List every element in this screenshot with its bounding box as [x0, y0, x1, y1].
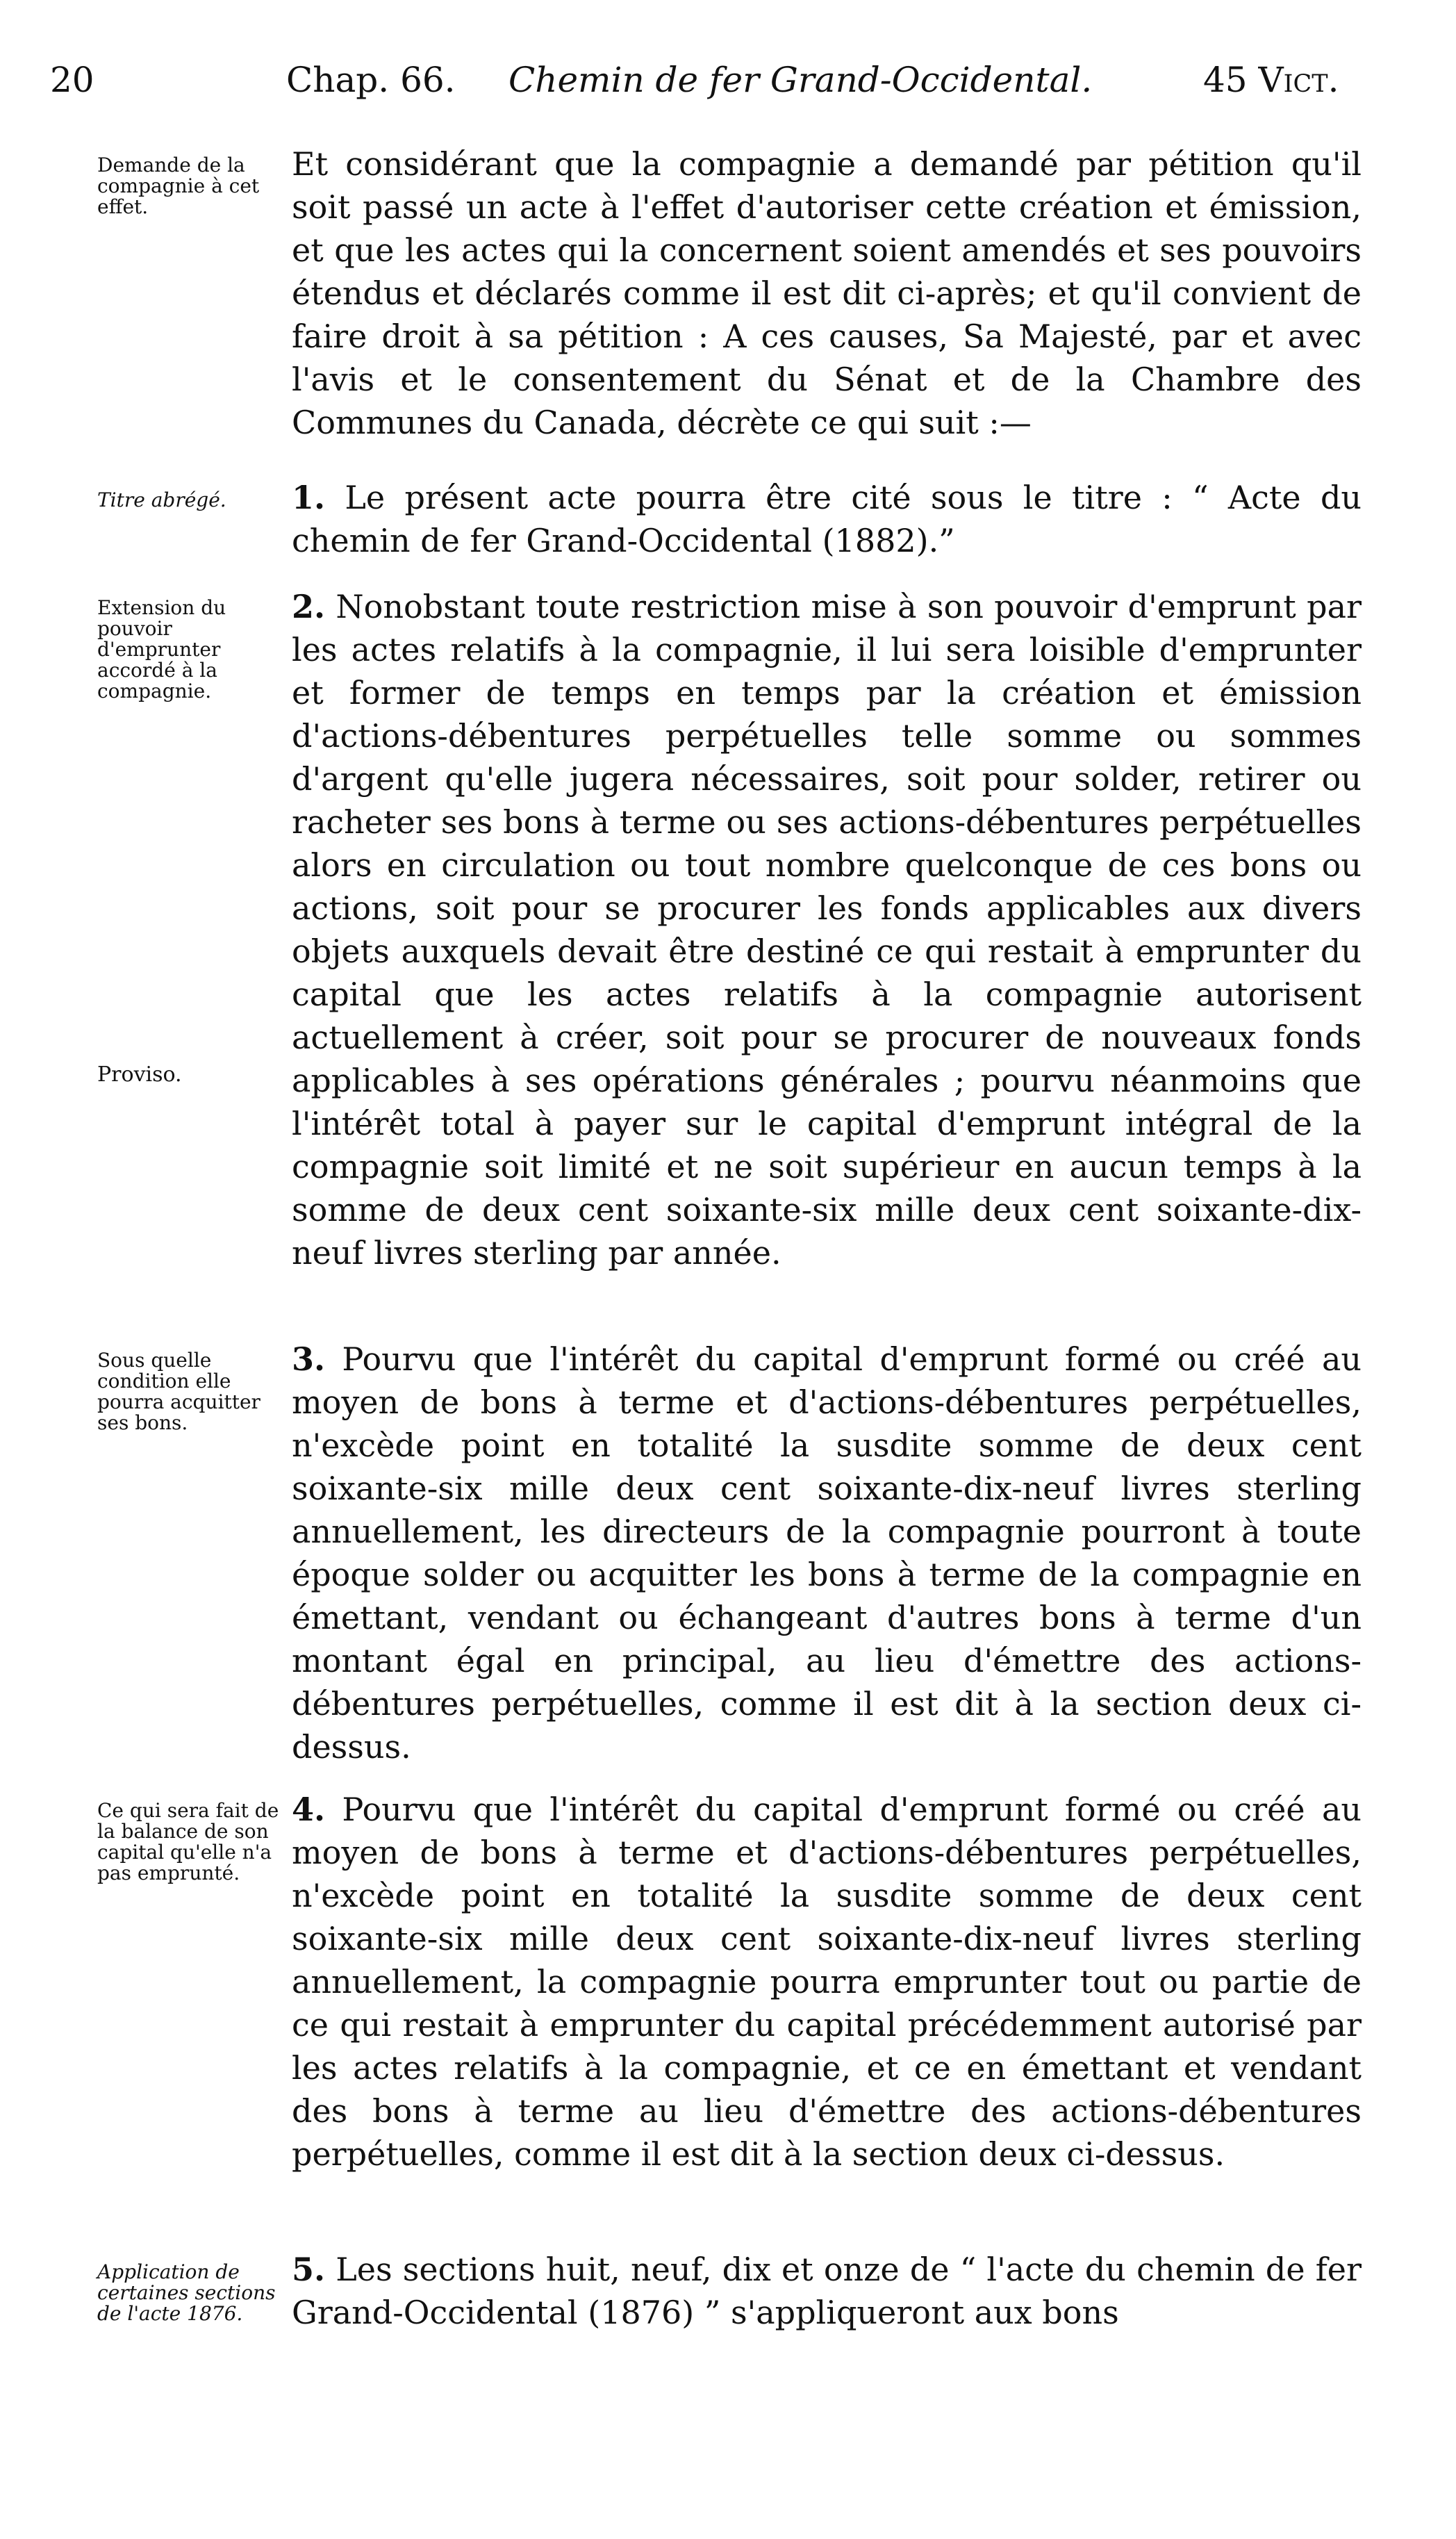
- section-text: [292, 585, 1362, 1274]
- margin-note: Ce qui sera fait de la balance de son capital qu'elle n'a pas emprunté.: [97, 1799, 279, 1884]
- section-number: 3.: [292, 1340, 326, 1378]
- preamble-text: Et considérant que la compagnie a demandé par pétition qu'il soit passé un acte à l'effet d'autoriser cette création et émission, et que les actes qui la concernent soient amendés et ses pouvoirs étendus et déclarés comme il est dit ci-après; et qu'il convient de faire droit à sa pétition : A ces causes, Sa Majesté, par et avec l'avis et le consentement du Sénat et de la Chambre des Communes du Canada, décrète ce qui suit :—: [292, 145, 1362, 441]
- section-number: 2.: [292, 588, 326, 625]
- margin-note: Extension du pouvoir d'emprunter accordé à la compagnie.: [97, 596, 226, 702]
- margin-note: Application de certaines sections de l'acte 1876.: [97, 2260, 276, 2325]
- page-number: 20: [50, 60, 94, 100]
- margin-note: Sous quelle condition elle pourra acquitter ses bons.: [97, 1349, 260, 1434]
- section-text: [292, 1788, 1362, 2176]
- proviso-note: Proviso.: [97, 1062, 182, 1087]
- chapter-label: Chap. 66.: [286, 60, 456, 100]
- running-header: [50, 60, 1370, 122]
- section-number: 5.: [292, 2251, 326, 2288]
- running-title: Chemin de fer Grand-Occidental.: [508, 60, 1093, 100]
- margin-note: Demande de la compagnie à cet effet.: [97, 154, 260, 218]
- section-text: [292, 476, 1362, 562]
- regnal-year: 45 Vict.: [1203, 60, 1339, 100]
- section-body: Les sections huit, neuf, dix et onze de “ l'acte du chemin de fer Grand-Occidental (1876) ” s'appliqueront aux bons: [292, 2251, 1362, 2331]
- section-text: [292, 1338, 1362, 1768]
- section-body: Nonobstant toute restriction mise à son pouvoir d'emprunt par les actes relatifs à la compagnie, il lui sera loisible d'emprunter et former de temps en temps par la création et émission d'actions-débentures perpétuelles telle somme ou sommes d'argent qu'elle jugera nécessaires, soit pour solder, retirer ou racheter ses bons à terme ou ses actions-débentures perpétuelles alors en circulation ou tout nombre quelconque de ces bons ou actions, soit pour se procurer les fonds applicables aux divers objets auxquels devait être destiné ce qui restait à emprunter du capital que les actes relatifs à la compagnie autorisent actuellement à créer, soit pour se procurer de nouveaux fonds applicables à ses opérations générales ; pourvu néanmoins que l'intérêt total à payer sur le capital d'emprunt intégral de la compagnie soit limité et ne soit supérieur en aucun temps à la somme de deux cent soixante-six mille deux cent soixante-dix-neuf livres sterling par année.: [292, 588, 1362, 1272]
- section-body: Pourvu que l'intérêt du capital d'emprunt formé ou créé au moyen de bons à terme et d'actions-débentures perpétuelles, n'excède point en totalité la susdite somme de deux cent soixante-six mille deux cent soixante-dix-neuf livres sterling annuellement, la compagnie pourra emprunter tout ou partie de ce qui restait à emprunter du capital précédemment autorisé par les actes relatifs à la compagnie, et ce en émettant et vendant des bons à terme au lieu d'émettre des actions-débentures perpétuelles, comme il est dit à la section deux ci-dessus.: [292, 1791, 1362, 2173]
- section-number: 1.: [292, 479, 326, 516]
- section-number: 4.: [292, 1791, 326, 1828]
- section-text: [292, 2248, 1362, 2334]
- section-body: Pourvu que l'intérêt du capital d'emprunt formé ou créé au moyen de bons à terme et d'actions-débentures perpétuelles, n'excède point en totalité la susdite somme de deux cent soixante-six mille deux cent soixante-dix-neuf livres sterling annuellement, les directeurs de la compagnie pourront à toute époque solder ou acquitter les bons à terme de la compagnie en émettant, vendant ou échangeant d'autres bons à terme d'un montant égal en principal, au lieu d'émettre des actions-débentures perpétuelles, comme il est dit à la section deux ci-dessus.: [292, 1340, 1362, 1766]
- margin-note: Titre abrégé.: [97, 488, 226, 511]
- section-body: Le présent acte pourra être cité sous le titre : “ Acte du chemin de fer Grand-Occidental (1882).”: [292, 479, 1362, 559]
